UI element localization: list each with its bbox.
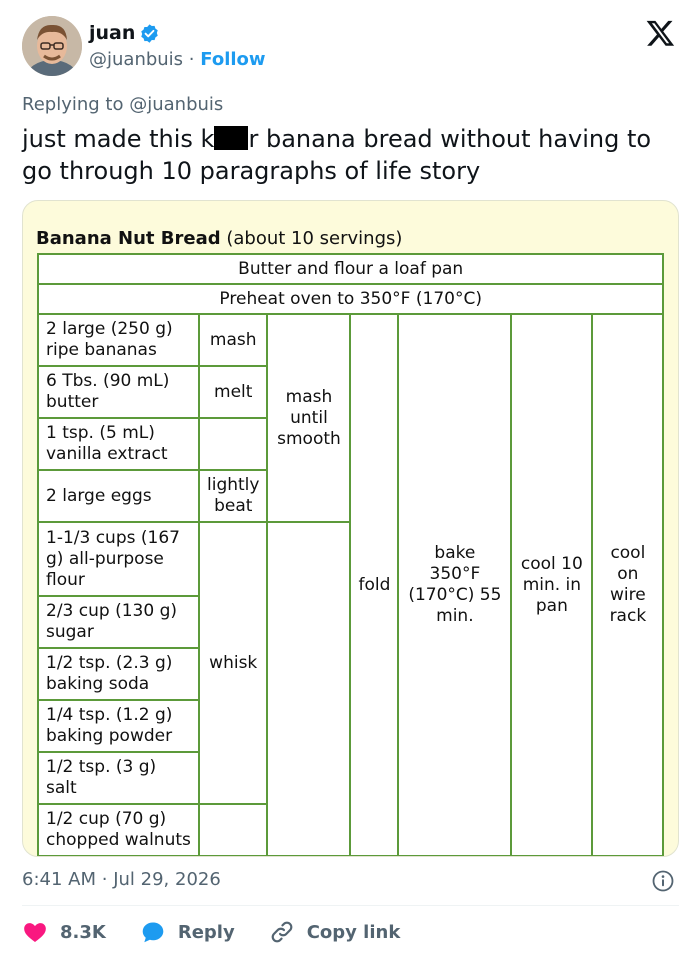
- action-mash-until-smooth: mash until smooth: [267, 314, 350, 522]
- action-cool-on-rack: cool on wire rack: [592, 314, 663, 856]
- like-button[interactable]: [22, 919, 106, 945]
- action-melt: melt: [199, 366, 267, 418]
- recipe-title-servings: (about 10 servings): [226, 228, 403, 249]
- author-handle-line: [89, 49, 266, 70]
- avatar[interactable]: [22, 16, 82, 76]
- ingredient-baking-powder: 1/4 tsp. (1.2 g) baking powder: [38, 700, 199, 752]
- ingredient-salt: 1/2 tsp. (3 g) salt: [38, 752, 199, 804]
- x-logo-icon[interactable]: [645, 18, 676, 48]
- author-name[interactable]: juan: [89, 22, 136, 44]
- timestamp-separator: ·: [101, 869, 108, 890]
- action-whisk: whisk: [199, 522, 267, 804]
- action-fold: fold: [350, 314, 398, 856]
- ingredient-vanilla: 1 tsp. (5 mL) vanilla extract: [38, 418, 199, 470]
- replying-to: [22, 94, 223, 115]
- ingredient-eggs: 2 large eggs: [38, 470, 199, 522]
- heart-icon: [22, 919, 48, 945]
- replying-handle[interactable]: @juanbuis: [129, 94, 224, 115]
- tweet-text-end: r banana bread without having to go through 10 paragraphs of life story: [22, 125, 652, 185]
- avatar-image: [22, 16, 82, 76]
- action-mash: mash: [199, 314, 267, 366]
- action-empty-lower: [267, 522, 350, 856]
- ingredient-butter: 6 Tbs. (90 mL) butter: [38, 366, 199, 418]
- recipe-table: [37, 253, 664, 857]
- action-empty-walnuts: [199, 804, 267, 856]
- recipe-title: [36, 228, 402, 249]
- replying-prefix: Replying to: [22, 94, 124, 115]
- recipe-step-prep: Butter and flour a loaf pan: [38, 254, 663, 284]
- tweet-actions: [22, 919, 434, 945]
- ingredient-bananas: 2 large (250 g) ripe bananas: [38, 314, 199, 366]
- tweet-time: 6:41 AM: [22, 869, 96, 890]
- info-icon[interactable]: [651, 869, 675, 893]
- recipe-title-bold: Banana Nut Bread: [36, 228, 221, 249]
- copy-link-label: Copy link: [306, 921, 401, 943]
- tweet-media-image[interactable]: [22, 200, 679, 857]
- reply-bubble-icon: [140, 919, 166, 945]
- author-handle[interactable]: @juanbuis: [89, 49, 184, 70]
- verified-badge-icon: [139, 23, 160, 44]
- recipe-step-preheat: Preheat oven to 350°F (170°C): [38, 284, 663, 314]
- ingredient-baking-soda: 1/2 tsp. (2.3 g) baking soda: [38, 648, 199, 700]
- handle-separator: ·: [188, 49, 195, 70]
- reply-label: Reply: [177, 921, 235, 943]
- action-bake: bake 350°F (170°C) 55 min.: [398, 314, 511, 856]
- redaction-bar: [214, 126, 248, 150]
- follow-button[interactable]: Follow: [200, 49, 266, 70]
- action-lightly-beat: lightly beat: [199, 470, 267, 522]
- divider: [22, 905, 679, 906]
- tweet-date: Jul 29, 2026: [113, 869, 221, 890]
- ingredient-walnuts: 1/2 cup (70 g) chopped walnuts: [38, 804, 199, 856]
- tweet-text-start: just made this k: [22, 125, 215, 153]
- like-count: 8.3K: [60, 921, 106, 943]
- tweet-text: [22, 123, 682, 187]
- ingredient-sugar: 2/3 cup (130 g) sugar: [38, 596, 199, 648]
- action-cool-in-pan: cool 10 min. in pan: [511, 314, 592, 856]
- author-name-row[interactable]: [89, 22, 160, 44]
- reply-button[interactable]: [140, 919, 235, 945]
- link-icon: [269, 919, 295, 945]
- ingredient-flour: 1-1/3 cups (167 g) all-purpose flour: [38, 522, 199, 596]
- copy-link-button[interactable]: [269, 919, 401, 945]
- action-empty: [199, 418, 267, 470]
- tweet-timestamp[interactable]: [22, 869, 221, 890]
